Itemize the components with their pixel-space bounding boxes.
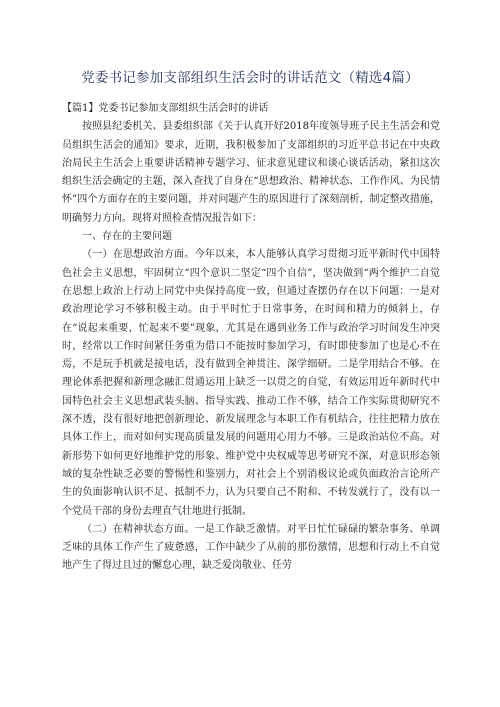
paragraph-political-thought: （一）在思想政治方面。今年以来，本人能够认真学习贯彻习近平新时代中国特色社会主义思想，牢固树立“四个意识二坚定“四个自信”，坚决做到“两个维护二自觉在思想上政治上行动上同党中央保持高度一致，但通过查摆仍存在以下问题：一是对政治理论学习不够积极主动。由于平时忙于日常事务，在时间和精力的倾斜上，存在“说起来重要，忙起来不要”现象，尤其是在遇到业务工作与政治学习时间发生冲突时，经常以工作时间紧任务重为借口不能按时参加学习，有时即使参加了也是心不在焉，不是玩手机就是接电话，没有做到全神贯注、深学细研。二是学用结合不够。在理论体系把握和新理念融汇贯通运用上缺乏一以贯之的自觉，有效运用近年新时代中国特色社会主义思想武装头脑、指导实践、推动工作不够，结合工作实际贯彻研究不深不透，没有很好地把创新理论、新发展理念与本职工作有机结合，往往把精力放在具体工作上，而对如何实现高质量发展的问题用心用力不够。三是政治站位不高。对新形势下如何更好地维护党的形象、维护党中央权威等思考研究不深，对意识形态领域的复杂性缺乏必要的警惕性和鉴别力，对社会上个别消极议论或负面政治言论所产生的负面影响认识不足、抵制不力，认为只要自己不附和、不转发就行了，没有以一个党员干部的身份去理直气壮地进行抵制。 [62,249,440,517]
paragraph-mental-state: （二）在精神状态方面。一是工作缺乏激情。对平日忙忙碌碌的繁杂事务、单调乏味的具体工作产生了疲惫感，工作中缺少了从前的那份激情，思想和行动上不自觉地产生了得过且过的懈怠心理，缺乏爱岗敬业、任劳 [62,523,440,572]
subheading-main-problems: 一、存在的主要问题 [82,231,172,243]
intro-paragraph: 按照县纪委机关、县委组织部《关于认真开好2018年度领导班子民主生活会和党员组织生活会的通知》要求，近期，我积极参加了支部组织的习近平总书记在中央政治局民主生活会上重要讲话精神专题学习、征求意见建议和谈心谈话活动，紧扣这次组织生活会确定的主题，深入查找了自身在“思想政治、精神状态、工作作风、为民情怀”四个方面存在的主要问题，并对问题产生的原因进行了深刻剖析，制定整改措施，明确努力方向。现将对照检查情况报告如下： [62,121,440,224]
document-title: 党委书记参加支部组织生活会时的讲话范文（精选4篇） [81,70,419,86]
document-body [62,100,440,576]
section-heading: 【篇1】党委书记参加支部组织生活会时的讲话 [62,103,269,114]
